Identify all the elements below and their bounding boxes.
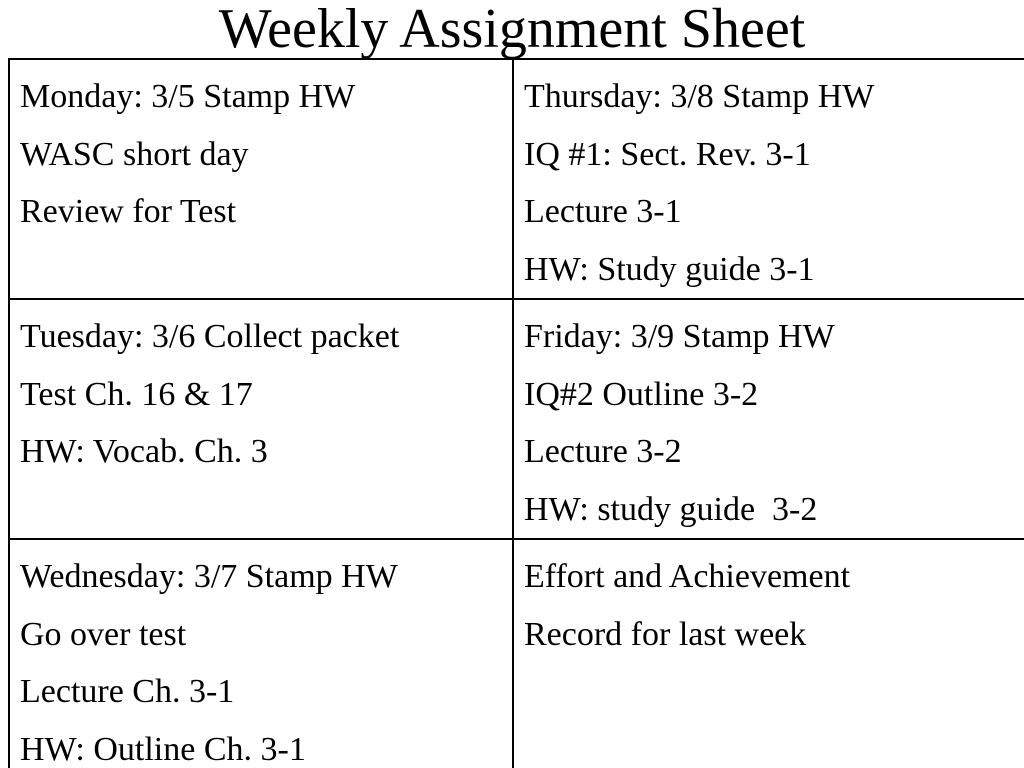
cell-line: HW: study guide 3-2 (524, 490, 818, 528)
cell-line: Thursday: 3/8 Stamp HW (524, 78, 875, 115)
cell-monday (9, 59, 513, 299)
cell-line: Effort and Achievement (524, 558, 851, 595)
cell-line: Test Ch. 16 & 17 (20, 375, 253, 413)
cell-line: Lecture 3-1 (524, 193, 682, 230)
cell-line: HW: Outline Ch. 3-1 (20, 730, 306, 768)
table-row (9, 299, 1024, 539)
cell-tuesday (9, 299, 513, 539)
cell-line: IQ#2 Outline 3-2 (524, 375, 759, 413)
cell-line: Monday: 3/5 Stamp HW (20, 78, 356, 115)
cell-friday (513, 299, 1024, 539)
cell-line: WASC short day (20, 135, 249, 173)
table-row (9, 539, 1024, 768)
cell-thursday (513, 59, 1024, 299)
table-row (9, 59, 1024, 299)
cell-line: Friday: 3/9 Stamp HW (524, 318, 835, 355)
cell-line: Lecture Ch. 3-1 (20, 673, 235, 710)
cell-line: IQ #1: Sect. Rev. 3-1 (524, 135, 811, 173)
cell-line: Lecture 3-2 (524, 433, 682, 470)
cell-wednesday (9, 539, 513, 768)
cell-line: Review for Test (20, 193, 237, 230)
assignment-table (8, 58, 1024, 768)
cell-line: Go over test (20, 615, 187, 653)
cell-effort (513, 539, 1024, 768)
cell-line: HW: Study guide 3-1 (524, 250, 815, 288)
cell-line: Tuesday: 3/6 Collect packet (20, 318, 400, 355)
cell-line: Record for last week (524, 615, 807, 653)
cell-line: Wednesday: 3/7 Stamp HW (20, 558, 398, 595)
page-title: Weekly Assignment Sheet (218, 0, 806, 60)
cell-line: HW: Vocab. Ch. 3 (20, 433, 268, 470)
